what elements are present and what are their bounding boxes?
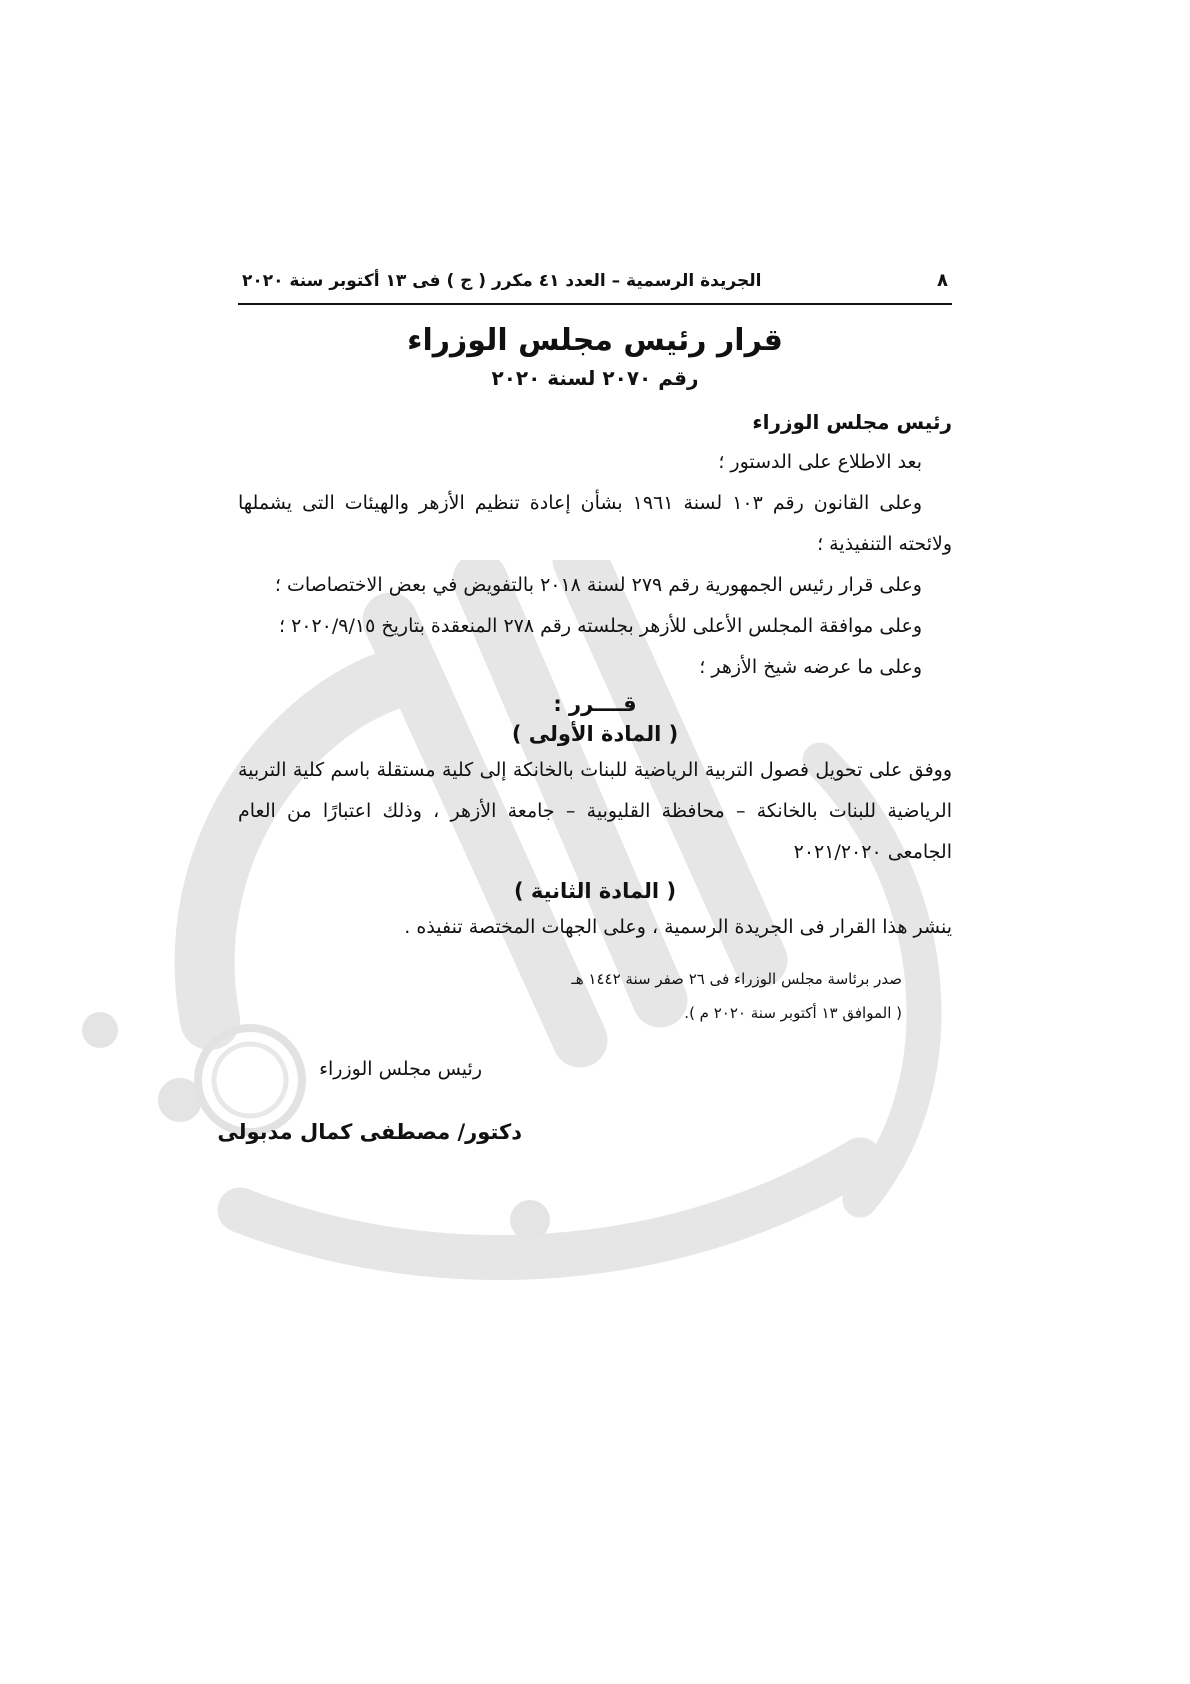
decree-title: قرار رئيس مجلس الوزراء [407,323,783,358]
page-content [217,270,952,1144]
issuance-block [238,962,952,1030]
issued-hijri-date: صدر برئاسة مجلس الوزراء فى ٢٦ صفر سنة ١٤٤٢ هـ [571,970,902,988]
article-1-text: ووفق على تحويل فصول التربية الرياضية للبنات بالخانكة إلى كلية مستقلة باسم كلية التربية الرياضية للبنات بالخانكة – محافظة القليوبية – جامعة الأزهر ، وذلك اعتبارًا من العام الجامعى ٢٠٢١/٢٠٢٠ [238,759,952,863]
decided-heading: قــــرر : [553,692,637,716]
preamble-sheikh-proposal: وعلى ما عرضه شيخ الأزهر ؛ [699,656,922,678]
decree-addressee: رئيس مجلس الوزراء [752,410,952,434]
signer-title: رئيس مجلس الوزراء [319,1058,482,1080]
preamble-council-approval: وعلى موافقة المجلس الأعلى للأزهر بجلسته رقم ٢٧٨ المنعقدة بتاريخ ٢٠٢٠/٩/١٥ ؛ [278,615,922,637]
preamble-law-103: وعلى القانون رقم ١٠٣ لسنة ١٩٦١ بشأن إعادة تنظيم الأزهر والهيئات التى يشملها ولائحته التنفيذية ؛ [238,492,952,555]
preamble-constitution: بعد الاطلاع على الدستور ؛ [718,451,922,473]
preamble-presidential-decree: وعلى قرار رئيس الجمهورية رقم ٢٧٩ لسنة ٢٠١٨ بالتفويض في بعض الاختصاصات ؛ [274,574,922,596]
decree-number: رقم ٢٠٧٠ لسنة ٢٠٢٠ [491,366,699,390]
gazette-issue-line: الجريدة الرسمية – العدد ٤١ مكرر ( ج ) فى ١٣ أكتوبر سنة ٢٠٢٠ [242,271,762,291]
article-2-text: ينشر هذا القرار فى الجريدة الرسمية ، وعلى الجهات المختصة تنفيذه . [404,916,952,938]
signer-name: دكتور/ مصطفى كمال مدبولى [217,1120,522,1144]
issued-gregorian-date: ( الموافق ١٣ أكتوبر سنة ٢٠٢٠ م ). [684,1004,902,1022]
page-header [238,270,952,305]
article-1-heading: ( المادة الأولى ) [511,722,679,746]
article-2-heading: ( المادة الثانية ) [513,879,677,903]
page-number: ٨ [937,270,948,291]
